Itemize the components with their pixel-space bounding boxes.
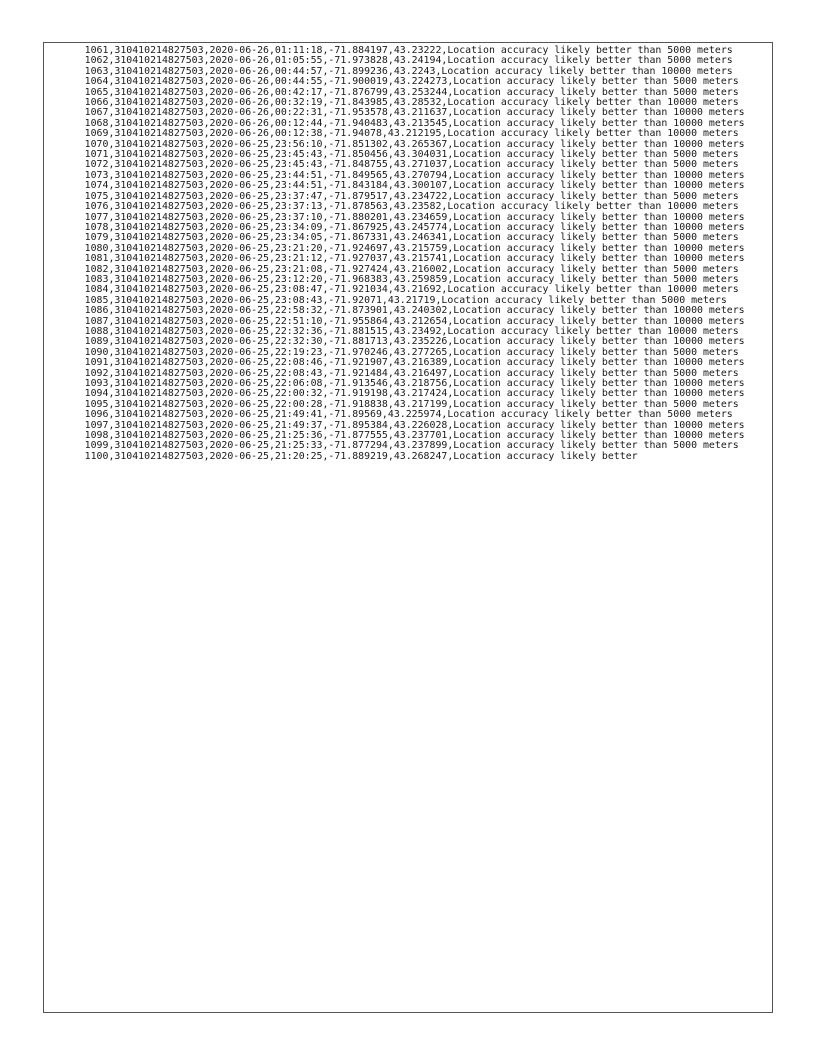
record-line: 1081,310410214827503,2020-06-25,23:21:12,-71.927037,43.215741,Location accuracy likely better than 10000 meters xyxy=(49,253,745,265)
record-line: 1074,310410214827503,2020-06-25,23:44:51,-71.843184,43.300107,Location accuracy likely better than 10000 meters xyxy=(49,180,745,192)
record-line: 1071,310410214827503,2020-06-25,23:45:43,-71.850456,43.304031,Location accuracy likely better than 5000 meters xyxy=(49,149,739,161)
record-line: 1086,310410214827503,2020-06-25,22:58:32,-71.873901,43.240302,Location accuracy likely better than 10000 meters xyxy=(49,305,745,317)
record-line: 1075,310410214827503,2020-06-25,23:37:47,-71.879517,43.234722,Location accuracy likely better than 5000 meters xyxy=(49,190,739,202)
record-line: 1082,310410214827503,2020-06-25,23:21:08,-71.927424,43.216002,Location accuracy likely better than 5000 meters xyxy=(49,263,739,275)
record-line: 1093,310410214827503,2020-06-25,22:06:08,-71.913546,43.218756,Location accuracy likely better than 10000 meters xyxy=(49,378,745,389)
record-line: 1067,310410214827503,2020-06-26,00:22:31,-71.953578,43.211637,Location accuracy likely better than 10000 meters xyxy=(49,107,745,119)
record-line: 1083,310410214827503,2020-06-25,23:12:20,-71.968383,43.259859,Location accuracy likely better than 5000 meters xyxy=(49,273,739,285)
record-line: 1063,310410214827503,2020-06-26,00:44:57,-71.899236,43.2243,Location accuracy likely better than 10000 meters xyxy=(49,65,733,77)
record-line: 1087,310410214827503,2020-06-25,22:51:10,-71.955864,43.212654,Location accuracy likely better than 10000 meters xyxy=(49,315,745,327)
document-frame xyxy=(43,42,773,1013)
record-line: 1078,310410214827503,2020-06-25,23:34:09,-71.867925,43.245774,Location accuracy likely better than 10000 meters xyxy=(49,221,745,233)
record-line: 1072,310410214827503,2020-06-25,23:45:43,-71.848755,43.271037,Location accuracy likely better than 5000 meters xyxy=(49,159,739,171)
record-line: 1088,310410214827503,2020-06-25,22:32:36,-71.881515,43.23492,Location accuracy likely better than 10000 meters xyxy=(49,325,739,337)
record-line: 1065,310410214827503,2020-06-26,00:42:17,-71.876799,43.253244,Location accuracy likely better than 5000 meters xyxy=(49,86,739,98)
record-line: 1064,310410214827503,2020-06-26,00:44:55,-71.900019,43.224273,Location accuracy likely better than 5000 meters xyxy=(49,76,739,88)
record-line: 1094,310410214827503,2020-06-25,22:00:32,-71.919198,43.217424,Location accuracy likely better than 10000 meters xyxy=(49,388,745,400)
record-line: 1077,310410214827503,2020-06-25,23:37:10,-71.880201,43.234659,Location accuracy likely better than 10000 meters xyxy=(49,211,745,223)
record-line: 1061,310410214827503,2020-06-26,01:11:18,-71.884197,43.23222,Location accuracy likely better than 5000 meters xyxy=(49,45,733,56)
record-line: 1085,310410214827503,2020-06-25,23:08:43,-71.92071,43.21719,Location accuracy likely better than 5000 meters xyxy=(49,294,727,306)
record-line: 1089,310410214827503,2020-06-25,22:32:30,-71.881713,43.235226,Location accuracy likely better than 10000 meters xyxy=(49,336,745,348)
record-line: 1062,310410214827503,2020-06-26,01:05:55,-71.973828,43.24194,Location accuracy likely better than 5000 meters xyxy=(49,55,733,67)
record-line: 1073,310410214827503,2020-06-25,23:44:51,-71.849565,43.270794,Location accuracy likely better than 10000 meters xyxy=(49,169,745,181)
record-line: 1090,310410214827503,2020-06-25,22:19:23,-71.970246,43.277265,Location accuracy likely better than 5000 meters xyxy=(49,346,739,358)
record-line: 1092,310410214827503,2020-06-25,22:08:43,-71.921484,43.216497,Location accuracy likely better than 5000 meters xyxy=(49,367,739,379)
record-line: 1066,310410214827503,2020-06-26,00:32:19,-71.843985,43.28532,Location accuracy likely better than 10000 meters xyxy=(49,97,739,109)
record-line: 1096,310410214827503,2020-06-25,21:49:41,-71.89569,43.225974,Location accuracy likely better than 5000 meters xyxy=(49,409,733,421)
record-line: 1099,310410214827503,2020-06-25,21:25:33,-71.877294,43.237899,Location accuracy likely better than 5000 meters xyxy=(49,440,739,452)
record-line: 1091,310410214827503,2020-06-25,22:08:46,-71.921907,43.216389,Location accuracy likely better than 10000 meters xyxy=(49,357,745,369)
record-line: 1084,310410214827503,2020-06-25,23:08:47,-71.921034,43.21692,Location accuracy likely better than 10000 meters xyxy=(49,284,739,296)
record-line: 1076,310410214827503,2020-06-25,23:37:13,-71.878563,43.23582,Location accuracy likely better than 10000 meters xyxy=(49,201,739,213)
record-line: 1080,310410214827503,2020-06-25,23:21:20,-71.924697,43.215759,Location accuracy likely better than 10000 meters xyxy=(49,242,745,254)
record-line: 1070,310410214827503,2020-06-25,23:56:10,-71.851302,43.265367,Location accuracy likely better than 10000 meters xyxy=(49,138,745,150)
record-line: 1095,310410214827503,2020-06-25,22:00:28,-71.918838,43.217199,Location accuracy likely better than 5000 meters xyxy=(49,398,739,410)
record-line: 1079,310410214827503,2020-06-25,23:34:05,-71.867331,43.246341,Location accuracy likely better than 5000 meters xyxy=(49,232,739,244)
record-line: 1100,310410214827503,2020-06-25,21:20:25,-71.889219,43.268247,Location accuracy likely better xyxy=(49,450,638,462)
record-line: 1069,310410214827503,2020-06-26,00:12:38,-71.94078,43.212195,Location accuracy likely better than 10000 meters xyxy=(49,128,739,140)
record-line: 1068,310410214827503,2020-06-26,00:12:44,-71.940483,43.213545,Location accuracy likely better than 10000 meters xyxy=(49,117,745,129)
records-list xyxy=(44,43,772,462)
record-line: 1098,310410214827503,2020-06-25,21:25:36,-71.877555,43.237701,Location accuracy likely better than 10000 meters xyxy=(49,430,745,442)
record-line: 1097,310410214827503,2020-06-25,21:49:37,-71.895384,43.226028,Location accuracy likely better than 10000 meters xyxy=(49,419,745,431)
